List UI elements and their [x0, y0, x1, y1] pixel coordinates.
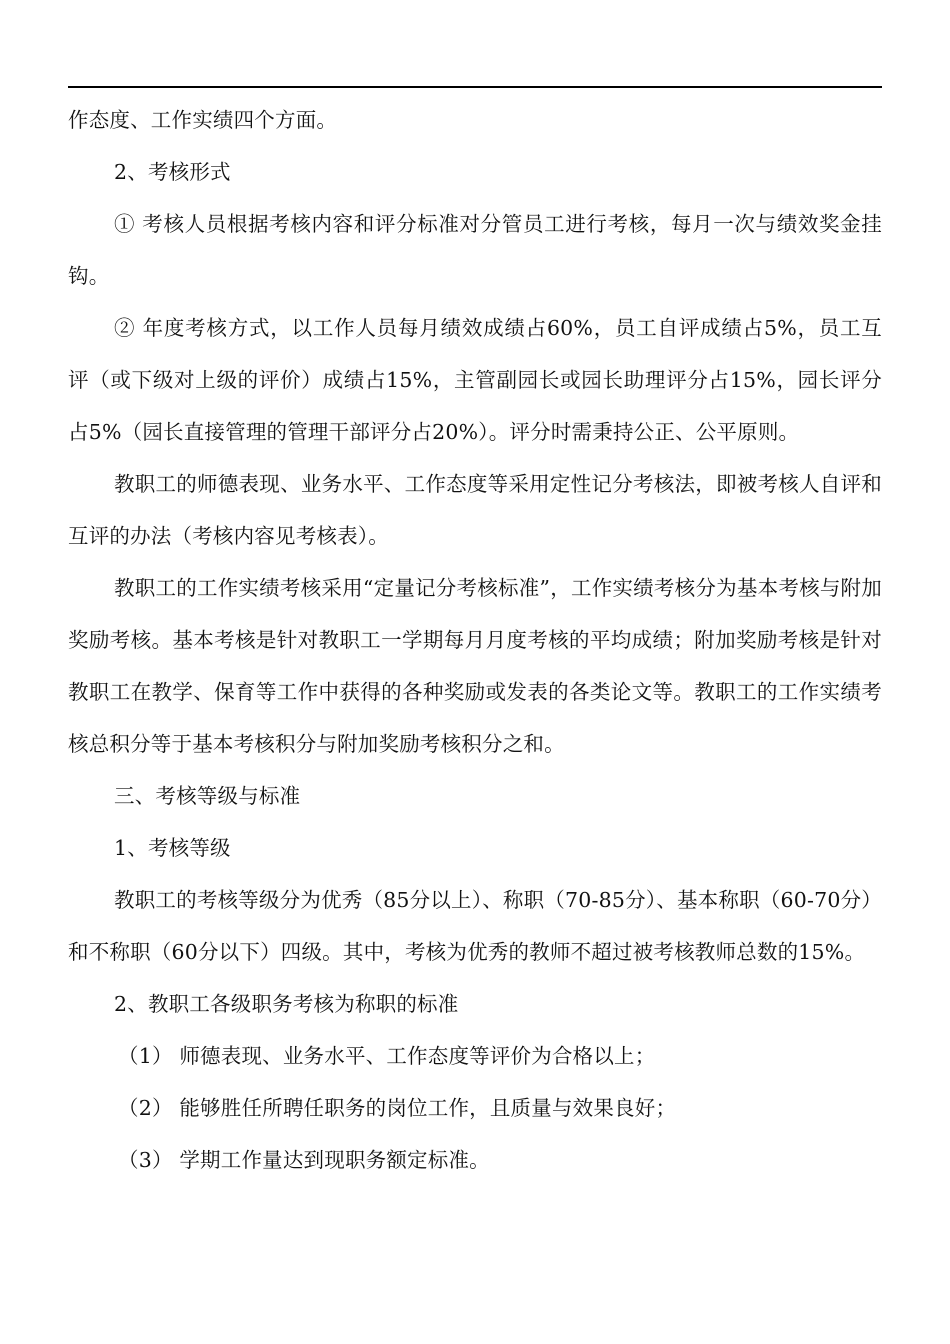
section-heading-grades-standards: 三、考核等级与标准 [114, 784, 301, 808]
subheading-competency-standards: 2、教职工各级职务考核为称职的标准 [114, 992, 459, 1016]
list-item: （1） 师德表现、业务水平、工作态度等评价为合格以上； [118, 1044, 656, 1068]
paragraph-quantitative-standard: 教职工的工作实绩考核采用“定量记分考核标准”，工作实绩考核分为基本考核与附加奖励考核。基本考核是针对教职工一学期每月月度考核的平均成绩；附加奖励考核是针对教职工在教学、保育等工作中获得的各种奖励或发表的各类论文等。教职工的工作实绩考核总积分等于基本考核积分与附加奖励考核积分之和。 [68, 576, 882, 756]
paragraph-monthly-assessment: ① 考核人员根据考核内容和评分标准对分管员工进行考核，每月一次与绩效奖金挂钩。 [68, 212, 882, 288]
list-item: （3） 学期工作量达到现职务额定标准。 [118, 1148, 490, 1172]
paragraph-qualitative-method: 教职工的师德表现、业务水平、工作态度等采用定性记分考核法，即被考核人自评和互评的办法（考核内容见考核表）。 [68, 472, 882, 548]
section-heading-assessment-form: 2、考核形式 [114, 160, 231, 184]
header-rule [68, 86, 882, 88]
list-item: （2） 能够胜任所聘任职务的岗位工作，且质量与效果良好； [118, 1096, 677, 1120]
document-body [68, 94, 882, 1186]
subheading-assessment-grades: 1、考核等级 [114, 836, 231, 860]
paragraph-continuation: 作态度、工作实绩四个方面。 [68, 108, 338, 132]
paragraph-grade-levels: 教职工的考核等级分为优秀（85分以上）、称职（70-85分）、基本称职（60-70分）和不称职（60分以下）四级。其中，考核为优秀的教师不超过被考核教师总数的15%。 [68, 888, 882, 964]
paragraph-annual-assessment: ② 年度考核方式，以工作人员每月绩效成绩占60%，员工自评成绩占5%，员工互评（或下级对上级的评价）成绩占15%，主管副园长或园长助理评分占15%，园长评分占5%（园长直接管理的管理干部评分占20%）。评分时需秉持公正、公平原则。 [68, 316, 882, 444]
